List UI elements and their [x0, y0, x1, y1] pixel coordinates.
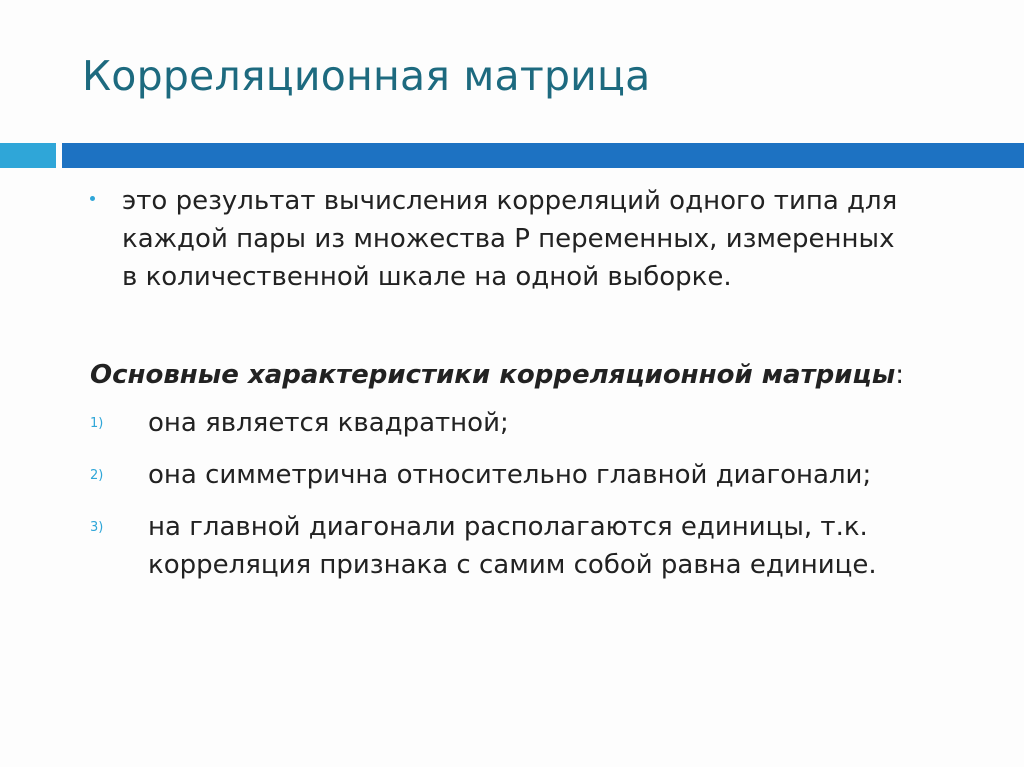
- list-item-number: 2): [90, 468, 104, 483]
- definition-bullet: [90, 182, 990, 296]
- list-item: [90, 456, 990, 494]
- list-item: [90, 404, 990, 442]
- characteristics-heading-text: Основные характеристики корреляционной матрицы: [90, 360, 896, 390]
- list-item-text: она симметрична относительно главной диагонали;: [148, 460, 872, 490]
- list-item: [90, 508, 990, 584]
- list-item-number: 1): [90, 416, 104, 431]
- characteristics-list: [90, 404, 990, 598]
- definition-text: это результат вычисления корреляций одного типа для каждой пары из множества Р переменных, измеренных в количественной шкале на одной выборке.: [122, 186, 898, 292]
- list-item-text: на главной диагонали располагаются единицы, т.к. корреляция признака с самим собой равна единице.: [148, 512, 877, 580]
- accent-bar-main: [62, 143, 1024, 168]
- characteristics-heading: [90, 356, 904, 394]
- list-item-number: 3): [90, 520, 104, 535]
- slide-title: Корреляционная матрица: [82, 52, 651, 100]
- characteristics-heading-colon: :: [895, 360, 904, 390]
- bullet-dot-icon: [90, 196, 95, 201]
- list-item-text: она является квадратной;: [148, 408, 509, 438]
- accent-bar-left: [0, 143, 56, 168]
